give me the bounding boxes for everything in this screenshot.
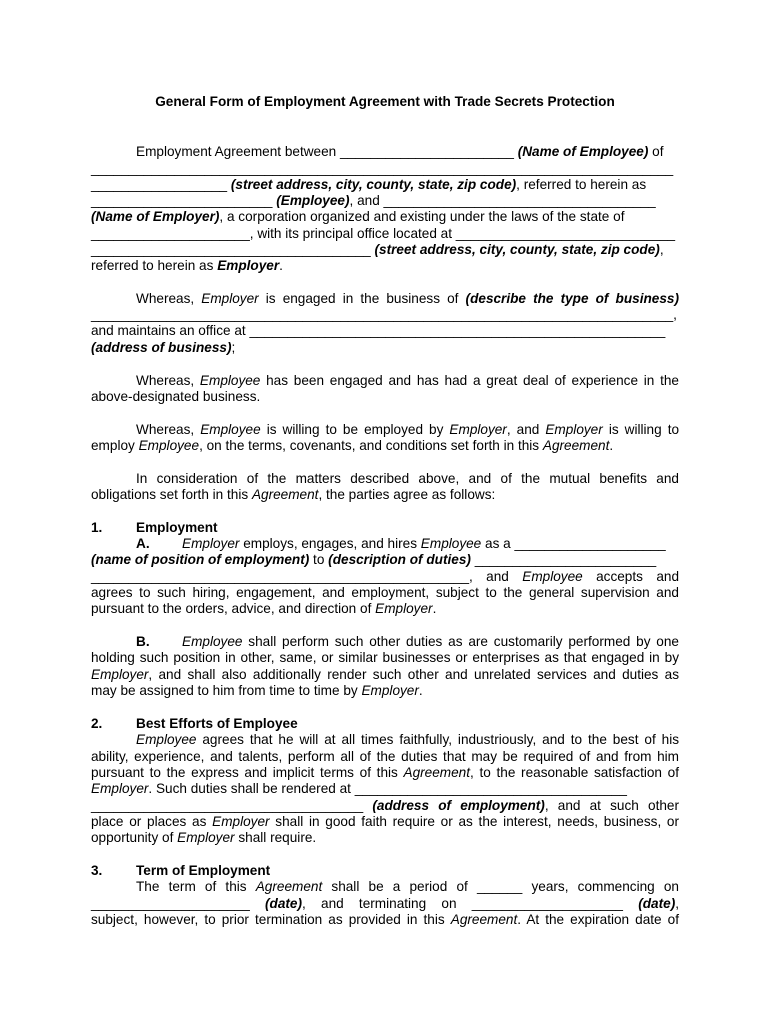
section-1b-line-4: may be assigned to him from time to time by Employer. (91, 683, 423, 698)
section-2-line-3: pursuant to the express and implicit terms of this Agreement, to the reasonable satisfaction of (91, 765, 680, 780)
section-1-heading: Employment (136, 520, 218, 535)
intro-line-2: _____________________________________________________________________________ (91, 161, 674, 176)
intro-line-8: referred to herein as Employer. (91, 258, 283, 273)
whereas-2-line-1: Whereas, Employee has been engaged and has had a great deal of experience in the (136, 373, 679, 388)
section-1b-line-2: holding such position in other, same, or similar businesses or enterprises as that engaged in by (91, 650, 679, 665)
section-2-line-5: ____________________________________ (address of employment), and at such other (91, 798, 680, 813)
section-1a-line-3: __________________________________________________, and Employee accepts and (91, 569, 680, 584)
section-2-line-7: opportunity of Employer shall require. (91, 830, 317, 845)
whereas-1-line-3: and maintains an office at _______________________________________________________ (91, 323, 666, 338)
intro-line-6: _____________________, with its principal office located at _____________________________ (91, 226, 676, 241)
section-3-number: 3. (91, 863, 103, 878)
section-2-number: 2. (91, 716, 103, 731)
section-2-line-6: place or places as Employer shall in good faith require or as the interest, needs, business, or (91, 814, 680, 829)
intro-line-7: _____________________________________ (street address, city, county, state, zip code), (91, 242, 664, 257)
whereas-2-line-2: above-designated business. (91, 389, 261, 404)
section-1-number: 1. (91, 520, 103, 535)
intro-line-1: Employment Agreement between _______________________ (Name of Employee) of (136, 144, 664, 159)
whereas-3-line-2: employ Employee, on the terms, covenants, and conditions set forth in this Agreement. (91, 438, 614, 453)
consideration-line-2: obligations set forth in this Agreement, the parties agree as follows: (91, 487, 496, 502)
section-1a-line-4: agrees to such hiring, engagement, and employment, subject to the general supervision and (91, 585, 679, 600)
intro-line-5: (Name of Employer), a corporation organized and existing under the laws of the state of (91, 209, 625, 224)
section-3-line-3: subject, however, to prior termination as provided in this Agreement. At the expiration date of (91, 912, 680, 927)
section-3-line-1: The term of this Agreement shall be a period of ______ years, commencing on (136, 879, 679, 894)
whereas-1-line-2: _____________________________________________________________________________, (91, 307, 677, 322)
section-1b-line-3: Employer, and shall also additionally render such other and unrelated services and duties as (91, 667, 679, 682)
section-1a-line-1: A. Employer employs, engages, and hires Employee as a ____________________ (136, 536, 666, 551)
section-1a-line-5: pursuant to the orders, advice, and direction of Employer. (91, 601, 437, 616)
consideration-line-1: In consideration of the matters described above, and of the mutual benefits and (136, 471, 679, 486)
document-title: General Form of Employment Agreement with Trade Secrets Protection (155, 94, 615, 109)
section-2-heading: Best Efforts of Employee (136, 716, 298, 731)
section-1a-line-2: (name of position of employment) to (description of duties) ________________________ (91, 552, 657, 567)
whereas-1-line-1: Whereas, Employer is engaged in the business of (describe the type of business) (136, 291, 679, 306)
section-2-line-4: Employer. Such duties shall be rendered at ____________________________________ (91, 781, 627, 796)
section-3-heading: Term of Employment (136, 863, 271, 878)
section-2-line-2: ability, experience, and talents, perform all of the duties that may be required of and from him (91, 749, 679, 764)
whereas-3-line-1: Whereas, Employee is willing to be employed by Employer, and Employer is willing to (136, 422, 680, 437)
intro-line-3: __________________ (street address, city, county, state, zip code), referred to herein as (91, 177, 647, 192)
whereas-1-line-4: (address of business); (91, 340, 236, 355)
intro-line-4: ________________________ (Employee), and ____________________________________ (91, 193, 656, 208)
section-1b-line-1: B. Employee shall perform such other duties as are customarily performed by one (136, 634, 679, 649)
section-2-line-1: Employee agrees that he will at all times faithfully, industriously, and to the best of his (136, 732, 680, 747)
section-3-line-2: _____________________ (date), and terminating on ____________________ (date), (91, 896, 680, 911)
